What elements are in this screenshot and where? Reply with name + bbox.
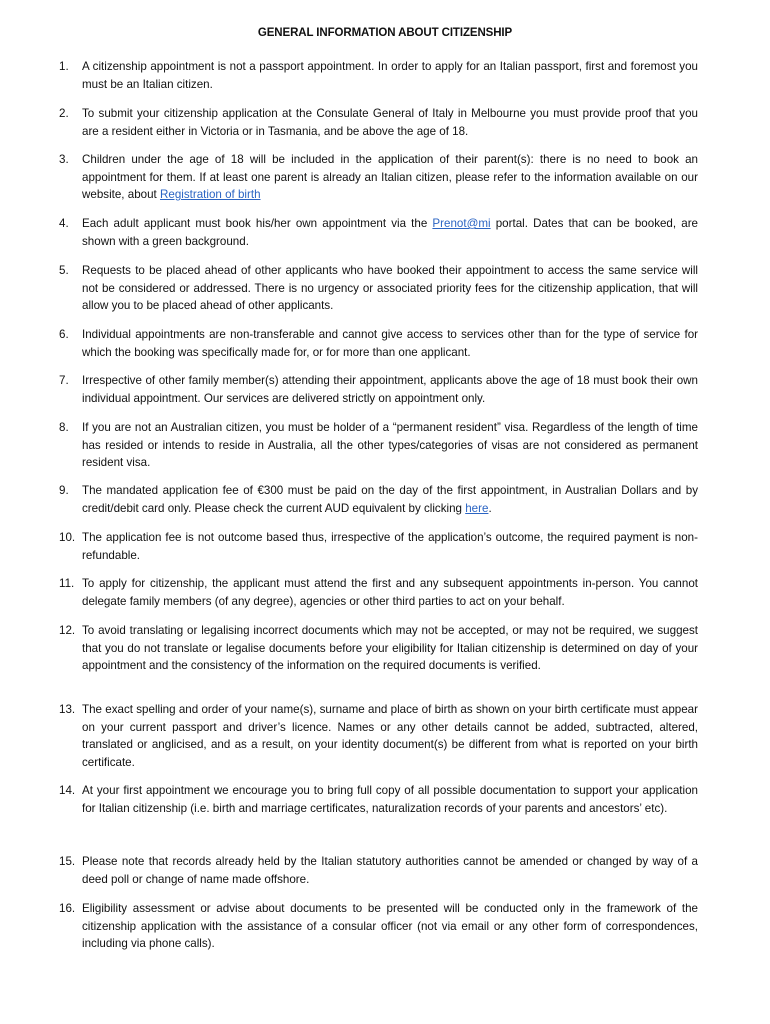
item-text-part: The mandated application fee of €300 must be paid on the day of the first appointment, in Australian Dollars and by credit/debit card only. Please check the current AUD equivalent by clicking [82,484,698,515]
item-number: 8. [59,421,69,434]
item-number: 10. [59,531,76,544]
item-number: 2. [59,107,69,120]
item-text: To submit your citizenship application at the Consulate General of Italy in Melbourne you must provide proof that you are a resident either in Victoria or in Tasmania, and be above the age of 18. [82,107,698,138]
item-number: 3. [59,153,69,166]
item-number: 4. [59,217,69,230]
here-link[interactable]: here [465,501,489,515]
item-text-part: . [488,501,492,515]
item-number: 6. [59,328,69,341]
prenotami-link[interactable]: Prenot@mi [432,217,491,230]
item-text [82,215,698,250]
item-text: The application fee is not outcome based thus, irrespective of the application’s outcome, the required payment is non-refundable. [82,531,698,562]
item-text: To avoid translating or legalising incorrect documents which may not be accepted, or may not be required, we suggest that you do not translate or legalise documents before your eligibility for Italian citizenship is determined on day of your appointment and the consistency of the information on the required documents is verified. [82,624,698,672]
item-number: 13. [59,703,76,716]
item-text: To apply for citizenship, the applicant must attend the first and any subsequent appointments in-person. You cannot delegate family members (of any degree), agencies or other third parties to act on your behalf. [82,577,698,608]
item-text: Irrespective of other family member(s) attending their appointment, applicants above the age of 18 must book their own individual appointment. Our services are delivered strictly on appointment only. [82,374,698,405]
item-text: Individual appointments are non-transferable and cannot give access to services other than for the type of service for which the booking was specifically made for, or for more than one applicant. [82,328,698,359]
item-number: 9. [59,484,69,497]
item-text: Eligibility assessment or advise about documents to be presented will be conducted only in the framework of the citizenship application with the assistance of a consular officer (not via email or any other form of correspondences, including via phone calls). [82,902,698,950]
item-number: 5. [59,264,69,277]
item-text-part: portal. Dates that can be booked, are shown with a green background. [82,217,698,248]
item-number: 16. [59,902,76,915]
item-number: 12. [59,624,76,637]
item-text [82,482,698,517]
item-number: 15. [59,855,76,868]
item-text: A citizenship appointment is not a passport appointment. In order to apply for an Italian passport, first and foremost you must be an Italian citizen. [82,60,698,91]
item-text: Requests to be placed ahead of other applicants who have booked their appointment to access the same service will not be considered or addressed. There is no urgency or associated priority fees for the citizenship application, that will allow you to be placed ahead of other applicants. [82,264,698,312]
item-text: Please note that records already held by the Italian statutory authorities cannot be amended or changed by way of a deed poll or change of name made offshore. [82,855,698,886]
page-title: GENERAL INFORMATION ABOUT CITIZENSHIP [257,27,513,39]
item-text-part: Each adult applicant must book his/her own appointment via the [82,217,433,230]
item-number: 11. [59,577,75,590]
item-text: The exact spelling and order of your name(s), surname and place of birth as shown on your birth certificate must appear on your current passport and driver’s licence. Names or any other details cannot be added, subtracted, altered, translated or anglicised, and as a result, on your identity document(s) be different from what is reported on your birth certificate. [82,703,698,769]
item-text: At your first appointment we encourage you to bring full copy of all possible documentation to support your application for Italian citizenship (i.e. birth and marriage certificates, naturalization records of your parents and ancestors’ etc). [82,784,698,815]
item-text [82,151,698,204]
item-text: If you are not an Australian citizen, you must be holder of a “permanent resident” visa. Regardless of the length of time has resided or intends to reside in Australia, all the other types/categories of visas are not considered as permanent resident visa. [82,421,698,469]
item-number: 7. [59,374,69,387]
item-number: 14. [59,784,76,797]
item-text-part: Children under the age of 18 will be included in the application of their parent(s): there is no need to book an appointment for them. If at least one parent is already an Italian citizen, please refer to the information available on our website, about [82,153,698,201]
item-number: 1. [59,60,69,73]
registration-of-birth-link[interactable]: Registration of birth [160,188,261,201]
